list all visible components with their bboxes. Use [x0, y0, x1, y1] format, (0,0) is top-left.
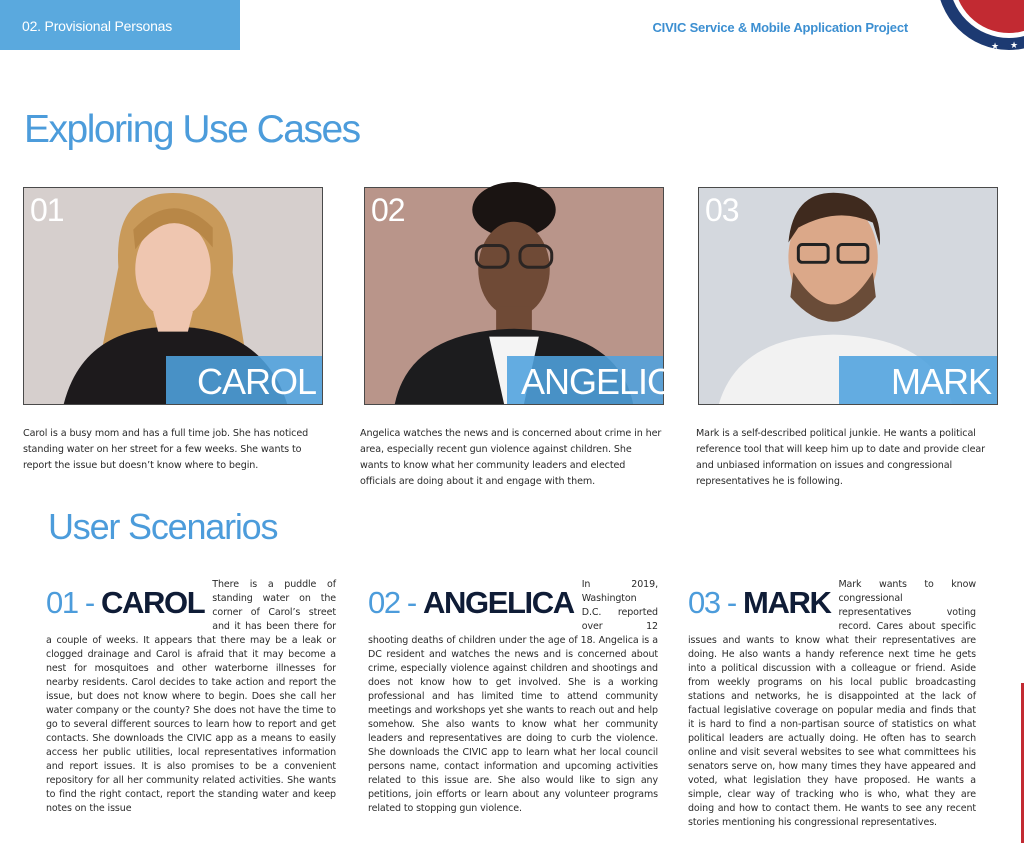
persona-description-mark: Mark is a self-described political junkie. He wants a political reference tool that will keep him up to date and provide clear and unbiased information on issues and congressional representatives he is following. [696, 428, 986, 487]
svg-text:★: ★ [971, 42, 980, 52]
scenario-name: MARK [743, 585, 831, 620]
scenario-text: In 2019, Washington D.C. reported over 12 shooting deaths of children under the age of 18. Angelica is a DC resident and watches the news and is concerned about crime, especially violence against children and shootings and does not know how to get involved. She is a working professional and has limited time to attend community meetings and workshops yet she wants to reach out and help somehow. She also wants to know what her community leaders and representatives are doing to curb the violence. She downloads the CIVIC app to learn what her local council persons name, contact information and upcoming activities related to this issue are. She also would like to sign any petitions, join efforts or learn about any volunteer programs related to stopping gun violence. [368, 579, 658, 814]
scenario-carol [46, 578, 336, 816]
scenario-name: CAROL [101, 585, 205, 620]
svg-text:★: ★ [935, 27, 944, 37]
persona-card-angelica [364, 187, 696, 405]
project-title: CIVIC Service & Mobile Application Project [652, 20, 908, 35]
scenario-heading [368, 586, 574, 620]
scenario-heading [688, 586, 830, 620]
use-cases-heading: Exploring Use Cases [24, 108, 360, 151]
scenario-mark [688, 578, 976, 830]
persona-name: MARK [839, 356, 997, 404]
persona-number: 01 [30, 192, 64, 228]
scenario-number: 02 - [368, 585, 416, 620]
section-tag: 02. Provisional Personas [0, 0, 240, 50]
scenario-text: Mark wants to know congressional representatives voting record. Cares about specific issues and wants to know what their representatives are doing. He also wants a handy reference next time he gets into a political discussion with a colleague or friend. Aside from weekly programs on his local public broadcasting stations and networks, he is disappointed at the lack of factual legislative coverage on popular media and finds that it is hard to find a non-partisan source of statistics on what political leaders are actually doing. He often has to search online and visit several websites to see what committees his senators serve on, how many times they have appeared and voted, what legislation they have proposed. He wants a simple, clear way of tracking who is who, what they are doing and how to contact them. He wants to see any recent stories mentioning his congressional representatives. [688, 579, 976, 828]
svg-text:★: ★ [991, 42, 1000, 52]
persona-card-carol [23, 187, 323, 405]
persona-card-mark [698, 187, 998, 405]
scenario-angelica [368, 578, 658, 816]
scenario-heading [46, 586, 204, 620]
persona-description-angelica: Angelica watches the news and is concerned about crime in her area, especially recent gun violence against children. She wants to know what her community leaders and elected officials are doing about it and engage with them. [360, 428, 662, 487]
persona-description-carol: Carol is a busy mom and has a full time job. She has noticed standing water on her street for a few weeks. She wants to report the issue but doesn’t know where to begin. [23, 428, 309, 471]
svg-text:★: ★ [1010, 41, 1019, 51]
persona-name: ANGELICA [507, 356, 663, 404]
seal-emblem-icon [909, 0, 1024, 52]
scenario-text: There is a puddle of standing water on the corner of Carol’s street and it has been there for a couple of weeks. It appears that there may be a leak or clogged drainage and Carol is afraid that it may become a nest for mosquitoes and other waterborne illnesses for nearby residents. Carol decides to take action and report the issue, but does not know where to begin. Does she call her water company or the county? She does not have the time to go to several different sources to learn how to report and get contacts. She downloads the CIVIC app as a means to easily access her public utilities, local representatives information and report issues. It is also promises to be a convenient repository for all her community related activities. She wants to find the right contact, report the standing water and keep notes on the issue [46, 579, 336, 814]
svg-text:★: ★ [923, 13, 932, 23]
scenario-name: ANGELICA [423, 585, 574, 620]
user-scenarios-heading: User Scenarios [48, 506, 278, 547]
persona-number: 02 [371, 192, 405, 228]
svg-text:★: ★ [952, 37, 961, 47]
persona-number: 03 [705, 192, 739, 228]
persona-name: CAROL [166, 356, 322, 404]
scenario-number: 01 - [46, 585, 94, 620]
scenario-number: 03 - [688, 585, 736, 620]
